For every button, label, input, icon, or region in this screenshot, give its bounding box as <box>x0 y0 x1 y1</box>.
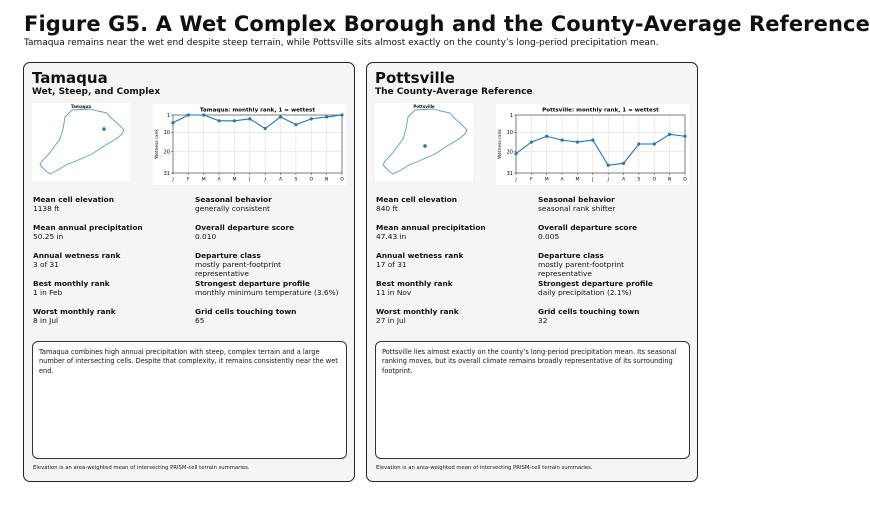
x-tick-label: S <box>637 177 641 183</box>
x-tick-label: M <box>575 177 580 183</box>
map-title: Pottsville <box>413 104 435 109</box>
stat-value: 11 in Nov <box>376 288 412 297</box>
stat-worst-monthly <box>376 307 526 325</box>
stat-label: Overall departure score <box>538 223 638 232</box>
y-tick-label: 20 <box>163 149 170 156</box>
stat-departure-score <box>538 223 688 241</box>
y-axis-label: Wetness rank <box>155 129 160 159</box>
stat-value: 0.010 <box>195 232 217 241</box>
x-tick-label: N <box>667 177 672 183</box>
stat-seasonal-behavior <box>195 195 345 213</box>
data-point <box>530 140 533 143</box>
y-tick-label: 31 <box>163 170 170 177</box>
data-point <box>683 135 686 138</box>
plot-frame <box>516 115 685 173</box>
stat-label: Mean annual precipitation <box>33 223 143 232</box>
stat-wetness-rank <box>376 251 526 269</box>
x-tick-label: J <box>592 177 594 183</box>
data-point <box>171 121 174 124</box>
x-tick-label: S <box>294 177 298 183</box>
data-point <box>187 113 190 116</box>
description-text: Tamaqua combines high annual precipitation with steep, complex terrain and a large number of intersecting cells. Despite that complexity, it remains consistently near the wet end. <box>39 348 338 375</box>
stat-departure-class <box>195 251 320 278</box>
data-point <box>279 115 282 118</box>
x-tick-label: D <box>340 177 344 183</box>
stat-label: Worst monthly rank <box>33 307 116 316</box>
chart-title: Pottsville: monthly rank, 1 = wettest <box>542 107 659 114</box>
data-point <box>545 135 548 138</box>
stat-value: 32 <box>538 316 548 325</box>
stat-label: Mean cell elevation <box>376 195 457 204</box>
stat-value: 840 ft <box>376 204 398 213</box>
stat-label: Seasonal behavior <box>195 195 272 204</box>
town-location-marker <box>423 144 427 148</box>
data-point <box>325 115 328 118</box>
x-tick-label: D <box>683 177 687 183</box>
x-tick-label: N <box>324 177 329 183</box>
card-title: Tamaqua <box>32 69 108 87</box>
data-point <box>294 123 297 126</box>
description-box <box>32 341 347 459</box>
card-footnote: Elevation is an area-weighted mean of intersecting PRISM-cell terrain summaries. <box>376 465 593 471</box>
stat-label: Strongest departure profile <box>538 279 653 288</box>
x-tick-label: A <box>621 177 626 183</box>
y-tick-label: 20 <box>506 149 513 156</box>
map-graphic <box>375 103 473 181</box>
chart-title: Tamaqua: monthly rank, 1 = wettest <box>199 107 316 114</box>
stat-label: Annual wetness rank <box>376 251 464 260</box>
y-axis-label: Wetness rank <box>498 129 503 159</box>
chart-svg <box>153 104 346 185</box>
stat-departure-class <box>538 251 663 278</box>
town-card-pottsville <box>366 62 698 482</box>
stat-best-monthly <box>33 279 183 297</box>
stat-label: Mean annual precipitation <box>376 223 486 232</box>
y-tick-label: 31 <box>506 170 513 177</box>
x-tick-label: F <box>187 177 190 183</box>
stat-value: mostly parent-footprint representative <box>195 260 282 278</box>
stat-annual-precip <box>33 223 183 241</box>
description-box <box>375 341 690 459</box>
stat-value: daily precipitation (2.1%) <box>538 288 632 297</box>
y-tick-label: 1 <box>166 112 170 119</box>
data-point <box>622 162 625 165</box>
series-line <box>516 134 685 165</box>
stat-grid-cells <box>195 307 345 325</box>
county-outline <box>40 109 124 174</box>
stat-label: Grid cells touching town <box>538 307 640 316</box>
stat-value: generally consistent <box>195 204 270 213</box>
stat-label: Annual wetness rank <box>33 251 121 260</box>
stat-worst-monthly <box>33 307 183 325</box>
data-point <box>248 117 251 120</box>
stat-value: 65 <box>195 316 205 325</box>
description-text: Pottsville lies almost exactly on the county’s long-period precipitation mean. Its seasonal ranking moves, but its overall climate remains broadly representative of its surrounding footprint. <box>382 348 677 375</box>
x-tick-label: A <box>217 177 221 183</box>
stat-best-monthly <box>376 279 526 297</box>
stat-value: 3 of 31 <box>33 260 59 269</box>
stat-value: 1 in Feb <box>33 288 63 297</box>
data-point <box>560 139 563 142</box>
data-point <box>637 142 640 145</box>
data-point <box>264 127 267 130</box>
stat-wetness-rank <box>33 251 183 269</box>
data-point <box>340 113 343 116</box>
stat-value: 17 of 31 <box>376 260 407 269</box>
x-tick-label: M <box>201 177 206 183</box>
x-tick-label: A <box>560 177 564 183</box>
data-point <box>668 133 671 136</box>
stat-value: 0.005 <box>538 232 560 241</box>
stat-mean-elevation <box>376 195 526 213</box>
chart-svg <box>496 104 689 185</box>
x-tick-label: J <box>172 177 174 183</box>
data-point <box>217 119 220 122</box>
stat-label: Departure class <box>538 251 604 260</box>
x-tick-label: F <box>530 177 533 183</box>
town-card-tamaqua <box>23 62 355 482</box>
x-tick-label: A <box>278 177 283 183</box>
x-tick-label: O <box>652 177 657 183</box>
data-point <box>310 117 313 120</box>
data-point <box>514 152 517 155</box>
stat-label: Seasonal behavior <box>538 195 615 204</box>
card-tagline: Wet, Steep, and Complex <box>32 87 161 97</box>
stat-value: seasonal rank shifter <box>538 204 616 213</box>
stat-strongest-departure <box>195 279 360 297</box>
card-tagline: The County-Average Reference <box>375 87 533 97</box>
map-graphic <box>32 103 130 181</box>
series-line <box>173 115 342 129</box>
stat-annual-precip <box>376 223 526 241</box>
x-tick-label: O <box>309 177 314 183</box>
stat-strongest-departure <box>538 279 703 297</box>
locator-map <box>375 103 473 181</box>
town-location-marker <box>102 127 106 131</box>
card-title: Pottsville <box>375 69 455 87</box>
stat-label: Departure class <box>195 251 261 260</box>
data-point <box>591 139 594 142</box>
stat-seasonal-behavior <box>538 195 688 213</box>
county-outline <box>383 109 467 174</box>
stat-label: Strongest departure profile <box>195 279 310 288</box>
figure-subtitle: Tamaqua remains near the wet end despite steep terrain, while Pottsville sits almost exactly on the county’s long-period precipitation mean. <box>24 38 659 48</box>
data-point <box>233 119 236 122</box>
stat-mean-elevation <box>33 195 183 213</box>
x-tick-label: J <box>249 177 251 183</box>
stat-value: 8 in Jul <box>33 316 59 325</box>
figure-title: Figure G5. A Wet Complex Borough and the County-Average Reference <box>24 12 870 36</box>
stat-label: Best monthly rank <box>33 279 110 288</box>
data-point <box>576 140 579 143</box>
stat-value: 50.25 in <box>33 232 64 241</box>
stat-label: Overall departure score <box>195 223 295 232</box>
data-point <box>607 164 610 167</box>
x-tick-label: J <box>515 177 517 183</box>
map-title: Tamaqua <box>70 104 92 109</box>
stat-value: monthly minimum temperature (3.6%) <box>195 288 339 297</box>
stat-label: Worst monthly rank <box>376 307 459 316</box>
x-tick-label: M <box>232 177 237 183</box>
stat-departure-score <box>195 223 345 241</box>
stat-label: Mean cell elevation <box>33 195 114 204</box>
locator-map <box>32 103 130 181</box>
y-tick-label: 10 <box>506 130 513 137</box>
x-tick-label: J <box>264 177 266 183</box>
stat-value: 47.43 in <box>376 232 407 241</box>
monthly-rank-chart <box>153 104 346 185</box>
data-point <box>653 142 656 145</box>
stat-label: Best monthly rank <box>376 279 453 288</box>
stat-value: 1138 ft <box>33 204 60 213</box>
stat-grid-cells <box>538 307 688 325</box>
stat-value: mostly parent-footprint representative <box>538 260 625 278</box>
data-point <box>202 113 205 116</box>
card-footnote: Elevation is an area-weighted mean of intersecting PRISM-cell terrain summaries. <box>33 465 250 471</box>
x-tick-label: J <box>607 177 609 183</box>
y-tick-label: 10 <box>163 130 170 137</box>
stat-label: Grid cells touching town <box>195 307 297 316</box>
x-tick-label: M <box>544 177 549 183</box>
stat-value: 27 in Jul <box>376 316 406 325</box>
monthly-rank-chart <box>496 104 689 185</box>
y-tick-label: 1 <box>509 112 513 119</box>
